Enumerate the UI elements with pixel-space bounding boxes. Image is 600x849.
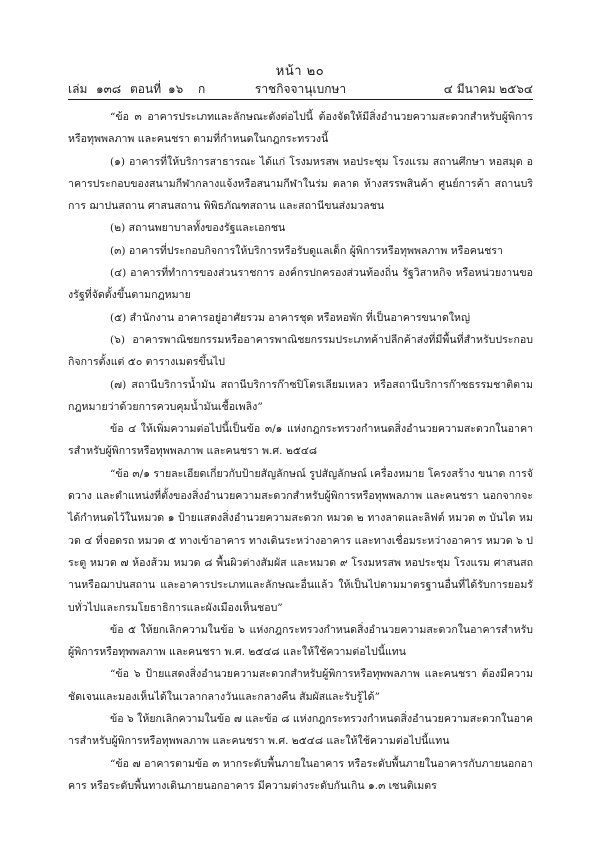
paragraph: (๖) อาคารพาณิชยกรรมหรืออาคารพาณิชยกรรมประเภทค้าปลีกค้าส่งที่มีพื้นที่สำหรับประกอบกิจการตั้งแต่ ๕๐ ตารางเมตรขึ้นไป (68, 333, 533, 369)
issue-label: ตอนที่ (130, 82, 162, 96)
header-rule (68, 99, 533, 100)
gazette-header (68, 80, 533, 96)
paragraph: (๗) สถานีบริการน้ำมัน สถานีบริการก๊าซปิโตรเลียมเหลว หรือสถานีบริการก๊าซธรรมชาติตามกฎหมายว่าด้วยการควบคุมน้ำมันเชื้อเพลิง” (68, 378, 533, 413)
document-body (68, 106, 533, 797)
paragraph: (๑) อาคารที่ให้บริการสาธารณะ ได้แก่ โรงมหรสพ หอประชุม โรงแรม สถานศึกษา หอสมุด อาคารประกอบของสนามกีฬากลางแจ้งหรือสนามกีฬาในร่ม ตลาด ห้างสรรพสินค้า ศูนย์การค้า สถานบริการ ฌาปนสถาน ศาสนสถาน พิพิธภัณฑสถาน และสถานีขนส่งมวลชน (68, 155, 533, 213)
page-number: หน้า ๒๐ (275, 64, 325, 79)
paragraph: “ข้อ ๓/๑ รายละเอียดเกี่ยวกับป้ายสัญลักษณ์ รูปสัญลักษณ์ เครื่องหมาย โครงสร้าง ขนาด การจัดวาง และตำแหน่งที่ตั้งของสิ่งอำนวยความสะดวกสำหรับผู้พิการหรือทุพพลภาพ และคนชรา นอกจากจะได้กำหนดไว้ในหมวด ๑ ป้ายแสดงสิ่งอำนวยความสะดวก หมวด ๒ ทางลาดและลิฟต์ หมวด ๓ บันได หมวด ๔ ที่จอดรถ หมวด ๕ ทางเข้าอาคาร ทางเดินระหว่างอาคาร และทางเชื่อมระหว่างอาคาร หมวด ๖ ประตู หมวด ๗ ห้องส้วม หมวด ๘ พื้นผิวต่างสัมผัส และหมวด ๙ โรงมหรสพ หอประชุม โรงแรม ศาสนสถานหรือฌาปนสถาน และอาคารประเภทและลักษณะอื่นแล้ว ให้เป็นไปตามมาตรฐานอื่นที่ได้รับการยอมรับทั่วไปและกรมโยธาธิการและผังเมืองเห็นชอบ” (68, 467, 533, 614)
paragraph: (๒) สถานพยาบาลทั้งของรัฐและเอกชน (110, 222, 286, 235)
paragraph: “ข้อ ๗ อาคารตามข้อ ๓ หากระดับพื้นภายในอาคาร หรือระดับพื้นภายในอาคารกับภายนอกอาคาร หรือระดับพื้นทางเดินภายนอกอาคาร มีความต่างระดับกันเกิน ๑.๓ เซนติเมตร (68, 757, 533, 792)
volume-label: เล่ม (68, 82, 88, 96)
publication-date: ๔ มีนาคม ๒๕๖๔ (443, 82, 533, 96)
paragraph: ข้อ ๖ ให้ยกเลิกความในข้อ ๗ และข้อ ๘ แห่งกฎกระทรวงกำหนดสิ่งอำนวยความสะดวกในอาคารสำหรับผู้พิการหรือทุพพลภาพ และคนชรา พ.ศ. ๒๕๔๘ และให้ใช้ความต่อไปนี้แทน (68, 713, 533, 748)
gazette-name: ราชกิจจานุเบกษา (254, 82, 347, 96)
volume-number: ๑๓๘ (96, 82, 122, 96)
paragraph: “ข้อ ๓ อาคารประเภทและลักษณะดังต่อไปนี้ ต้องจัดให้มีสิ่งอำนวยความสะดวกสำหรับผู้พิการหรือทุพพลภาพ และคนชรา ตามที่กำหนดในกฎกระทรวงนี้ (68, 111, 533, 146)
paragraph: ข้อ ๔ ให้เพิ่มความต่อไปนี้เป็นข้อ ๓/๑ แห่งกฎกระทรวงกำหนดสิ่งอำนวยความสะดวกในอาคารสำหรับผู้พิการหรือทุพพลภาพ และคนชรา พ.ศ. ๒๕๔๘ (68, 423, 533, 458)
paragraph: ข้อ ๕ ให้ยกเลิกความในข้อ ๖ แห่งกฎกระทรวงกำหนดสิ่งอำนวยความสะดวกในอาคารสำหรับผู้พิการหรือทุพพลภาพ และคนชรา พ.ศ. ๒๕๔๘ และให้ใช้ความต่อไปนี้แทน (68, 623, 533, 659)
paragraph: (๓) อาคารที่ประกอบกิจการให้บริการหรือรับดูแลเด็ก ผู้พิการหรือทุพพลภาพ หรือคนชรา (110, 244, 503, 257)
issue-number: ๑๖ (168, 82, 184, 96)
section-letter: ก (198, 82, 206, 96)
paragraph: (๔) อาคารที่ทำการของส่วนราชการ องค์กรปกครองส่วนท้องถิ่น รัฐวิสาหกิจ หรือหน่วยงานของรัฐที่จัดตั้งขึ้นตามกฎหมาย (68, 267, 533, 302)
paragraph: “ข้อ ๖ ป้ายแสดงสิ่งอำนวยความสะดวกสำหรับผู้พิการหรือทุพพลภาพ และคนชรา ต้องมีความชัดเจนและมองเห็นได้ในเวลากลางวันและกลางคืน สัมผัสและรับรู้ได้” (68, 668, 533, 703)
paragraph: (๕) สำนักงาน อาคารอยู่อาศัยรวม อาคารชุด หรือหอพัก ที่เป็นอาคารขนาดใหญ่ (110, 311, 471, 324)
